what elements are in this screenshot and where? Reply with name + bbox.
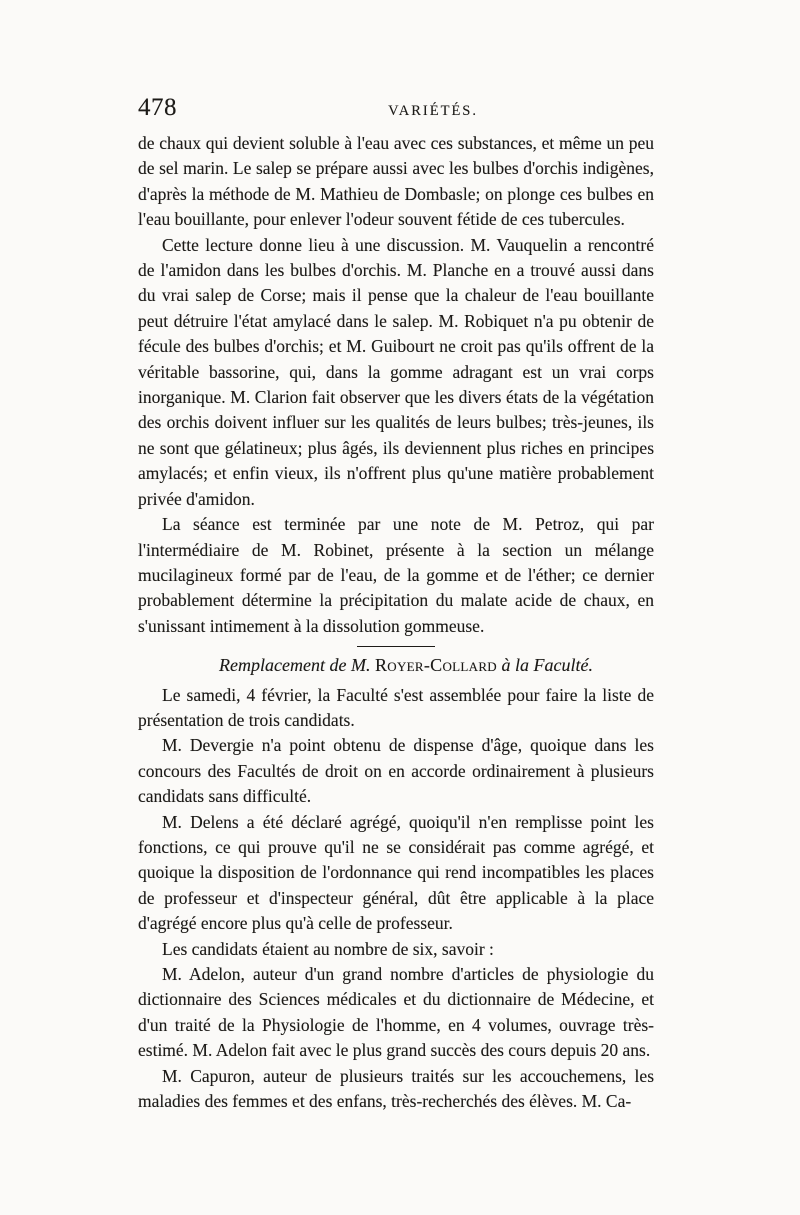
paragraph-samedi: Le samedi, 4 février, la Faculté s'est assemblée pour faire la liste de présentation de trois candidats. [138, 684, 654, 730]
page-header [138, 95, 654, 131]
section-title-suffix: à la Faculté. [501, 655, 593, 676]
paragraph-capuron: M. Capuron, auteur de plusieurs traités sur les accouchemens, les maladies des femmes et des enfans, très-recherchés des élèves. M. Ca- [138, 1065, 654, 1112]
paragraph-discussion: Cette lecture donne lieu à une discussion. M. Vauquelin a rencontré de l'amidon dans les bulbes d'orchis. M. Planche en a trouvé aussi dans du vrai salep de Corse; mais il pense que la chaleur de l'eau bouillante peut détruire l'état amylacé dans le salep. M. Robiquet n'a pu obtenir de fécule des bulbes d'orchis; et M. Guibourt ne croit pas qu'ils offrent de la véritable bassorine, qui, dans la gomme adragant est un vrai corps inorganique. M. Clarion fait observer que les divers états de la végétation des orchis doivent influer sur les qualités de leurs bulbes; très-jeunes, ils ne sont que gélatineux; plus âgés, ils deviennent plus riches en principes amylacés; et enfin vieux, ils n'offrent plus qu'une matière probablement privée d'amidon. [138, 234, 654, 509]
running-head: VARIÉTÉS. [388, 103, 478, 119]
paragraph-candidats: Les candidats étaient au nombre de six, savoir : [162, 938, 494, 959]
page-number: 478 [138, 94, 177, 121]
paragraph-delens: M. Delens a été déclaré agrégé, quoiqu'il n'en remplisse point les fonctions, ce qui prouve qu'il ne se considérait pas comme agrégé, et quoique la disposition de l'ordonnance qui rend incompatibles les places de professeur et d'inspecteur général, dût être applicable à la place d'agrégé encore plus qu'à celle de professeur. [138, 811, 654, 934]
paragraph-salep: de chaux qui devient soluble à l'eau avec ces substances, et même un peu de sel marin. Le salep se prépare aussi avec les bulbes d'orchis indigènes, d'après la méthode de M. Mathieu de Dombasle; on plonge ces bulbes en l'eau bouillante, pour enlever l'odeur souvent fétide de ces tubercules. [138, 133, 654, 230]
paragraph-devergie: M. Devergie n'a point obtenu de dispense d'âge, quoique dans les concours des Facultés de droit on en accorde ordinairement à plusieurs candidats sans difficulté. [138, 735, 654, 807]
section-title-name: Royer-Collard [374, 655, 497, 676]
section-title-prefix: Remplacement de M. [219, 655, 371, 676]
section-divider [357, 646, 435, 647]
paragraph-seance: La séance est terminée par une note de M. Petroz, qui par l'intermédiaire de M. Robinet, présente à la section un mélange mucilagineux formé par de l'eau, de la gomme et de l'éther; ce dernier probablement détermine la précipitation du malate acide de chaux, en s'unissant intimement à la dissolution gommeuse. [138, 514, 654, 636]
paragraph-adelon: M. Adelon, auteur d'un grand nombre d'articles de physiologie du dictionnaire des Sciences médicales et du dictionnaire de Médecine, et d'un traité de la Physiologie de l'homme, en 4 volumes, ouvrage très-estimé. M. Adelon fait avec le plus grand succès des cours depuis 20 ans. [138, 964, 654, 1061]
section-title [138, 653, 654, 678]
text-block [138, 95, 654, 1114]
